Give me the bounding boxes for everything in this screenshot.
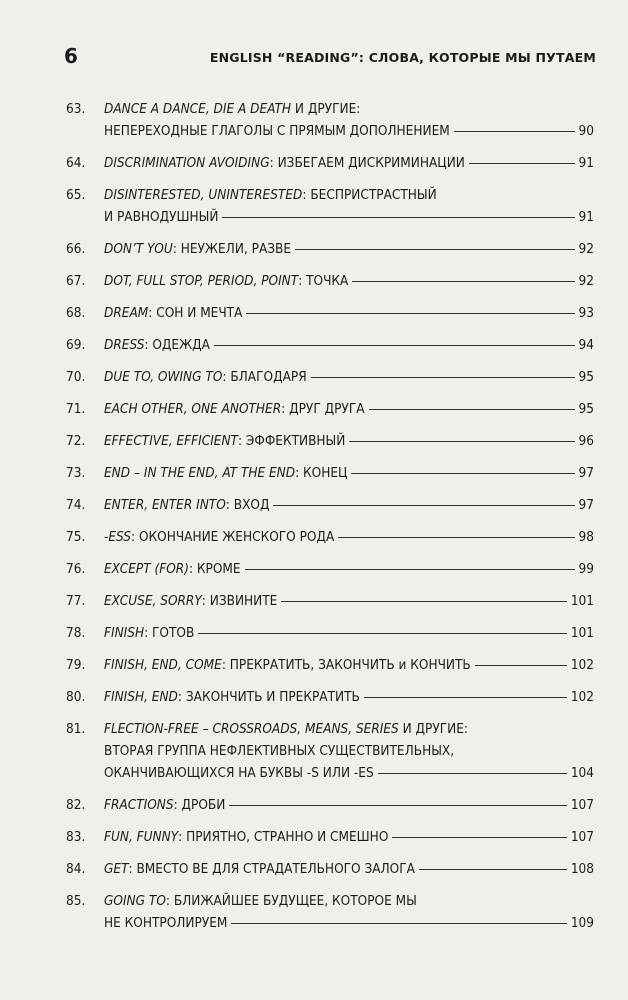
toc-page-number: 98 (578, 529, 594, 545)
toc-entry (0, 686, 628, 708)
toc-page-number: 107 (570, 829, 594, 845)
leader-line (311, 377, 575, 378)
toc-entry-line (104, 622, 594, 644)
toc-entry-title (104, 794, 225, 816)
toc-entry-title (104, 494, 269, 516)
toc-entry-line (104, 184, 594, 206)
toc-entry-title (104, 366, 307, 388)
toc-page-number: 99 (578, 561, 594, 577)
toc-entry-number: 85. (66, 893, 86, 909)
toc-entry (0, 366, 628, 388)
toc-page-number: 104 (570, 765, 594, 781)
toc-page-number: 101 (570, 593, 594, 609)
leader-line (469, 163, 575, 164)
toc-entry-title (104, 762, 374, 784)
toc-entry-description: : ОДЕЖДА (144, 337, 210, 353)
toc-entry-number: 69. (66, 337, 86, 353)
toc-page-number: 102 (570, 689, 594, 705)
leader-line (281, 601, 566, 602)
toc-page-number: 107 (570, 797, 594, 813)
toc-page-number: 93 (578, 305, 594, 321)
toc-entry-description: : ВМЕСТО BE ДЛЯ СТРАДАТЕЛЬНОГО ЗАЛОГА (128, 861, 415, 877)
toc-entry-line (104, 740, 594, 762)
toc-entry-description: ВТОРАЯ ГРУППА НЕФЛЕКТИВНЫХ СУЩЕСТВИТЕЛЬНЫХ, (104, 743, 455, 759)
toc-entry-line (104, 890, 594, 912)
toc-entry-description: И ДРУГИЕ: (291, 101, 361, 117)
leader-line (369, 409, 575, 410)
toc-entry-description: : ПРИЯТНО, СТРАННО И СМЕШНО (178, 829, 389, 845)
toc-entry-number: 79. (66, 657, 86, 673)
toc-entry-description: : ТОЧКА (298, 273, 349, 289)
toc-entry-description: : ИЗБЕГАЕМ ДИСКРИМИНАЦИИ (269, 155, 465, 171)
leader-line (273, 505, 574, 506)
page-number: 6 (64, 44, 78, 68)
toc-entry-title (104, 334, 210, 356)
leader-line (351, 473, 574, 474)
toc-entry (0, 794, 628, 816)
toc-entry-keyword: EACH OTHER, ONE ANOTHER (104, 401, 282, 417)
toc-entry-title (104, 152, 465, 174)
leader-line (378, 773, 567, 774)
toc-entry-keyword: DISINTERESTED, UNINTERESTED (104, 187, 303, 203)
toc-entry-title (104, 206, 218, 228)
leader-line (338, 537, 574, 538)
toc-entry-line (104, 430, 594, 452)
toc-entry-line (104, 206, 594, 228)
toc-entry (0, 826, 628, 848)
toc-entry-keyword: DON’T YOU (104, 241, 173, 257)
toc-page-number: 97 (578, 465, 594, 481)
toc-entry-number: 81. (66, 721, 86, 737)
toc-entry-line (104, 590, 594, 612)
toc-entry-description: : ГОТОВ (144, 625, 195, 641)
toc-entry-keyword: GOING TO (104, 893, 166, 909)
leader-line (245, 569, 575, 570)
toc-entry-description: : КОНЕЦ (295, 465, 348, 481)
toc-entry-line (104, 302, 594, 324)
toc-entry-title (104, 120, 450, 142)
toc-page-number: 91 (578, 209, 594, 225)
toc-page-number: 92 (578, 241, 594, 257)
toc-entry-number: 65. (66, 187, 86, 203)
toc-entry (0, 398, 628, 420)
toc-entry-keyword: EFFECTIVE, EFFICIENT (104, 433, 238, 449)
toc-entry-description: : ДРУГ ДРУГА (281, 401, 365, 417)
toc-entry-description: : ВХОД (225, 497, 270, 513)
toc-entry (0, 654, 628, 676)
toc-entry (0, 462, 628, 484)
toc-entry (0, 558, 628, 580)
toc-entry-keyword: GET (104, 861, 129, 877)
toc-entry-keyword: FRACTIONS (104, 797, 174, 813)
leader-line (229, 805, 566, 806)
toc-entry-title (104, 526, 334, 548)
toc-entry-line (104, 558, 594, 580)
leader-line (475, 665, 567, 666)
toc-entry (0, 718, 628, 784)
toc-entry-line (104, 526, 594, 548)
toc-page-number: 96 (578, 433, 594, 449)
toc-entry-description: : БЕСПРИСТРАСТНЫЙ (302, 187, 437, 203)
toc-entry-description: : БЛИЖАЙШЕЕ БУДУЩЕЕ, КОТОРОЕ МЫ (165, 893, 417, 909)
toc-entry-number: 70. (66, 369, 86, 385)
toc-entry-description: : СОН И МЕЧТА (148, 305, 243, 321)
toc-entry-title (104, 270, 348, 292)
toc-entry-description: И РАВНОДУШНЫЙ (104, 209, 219, 225)
toc-entry-number: 73. (66, 465, 86, 481)
toc-entry-keyword: -ESS (104, 529, 131, 545)
toc-entry-title (104, 622, 194, 644)
toc-entry (0, 334, 628, 356)
toc-entry-keyword: ENTER, ENTER INTO (104, 497, 226, 513)
leader-line (419, 869, 567, 870)
running-title: ENGLISH “READING”: СЛОВА, КОТОРЫЕ МЫ ПУТАЕМ (209, 50, 596, 65)
toc-entry-number: 80. (66, 689, 86, 705)
toc-entry (0, 302, 628, 324)
toc-page-number: 91 (578, 155, 594, 171)
toc-entry-title (104, 858, 415, 880)
toc-page-number: 109 (570, 915, 594, 931)
toc-page-number: 108 (570, 861, 594, 877)
toc-page-number: 92 (578, 273, 594, 289)
toc-entry-number: 75. (66, 529, 86, 545)
toc-entry-number: 83. (66, 829, 86, 845)
toc-entry-line (104, 120, 594, 142)
toc-entry-number: 82. (66, 797, 86, 813)
toc-entry-description: : ДРОБИ (173, 797, 226, 813)
toc-entry-number: 63. (66, 101, 86, 117)
toc-entry-title (104, 187, 437, 203)
toc-entry (0, 270, 628, 292)
toc-entry-keyword: FUN, FUNNY (104, 829, 179, 845)
toc-entry-line (104, 462, 594, 484)
toc-entry-description: : ЭФФЕКТИВНЫЙ (237, 433, 346, 449)
toc-entry (0, 622, 628, 644)
toc-entry-keyword: DANCE A DANCE, DIE A DEATH (104, 101, 292, 117)
toc-entry-title (104, 302, 242, 324)
toc-entry-number: 77. (66, 593, 86, 609)
leader-line (222, 217, 574, 218)
toc-entry-keyword: FINISH, END, COME (104, 657, 222, 673)
leader-line (198, 633, 567, 634)
leader-line (349, 441, 574, 442)
toc-entry (0, 590, 628, 612)
toc-entry (0, 494, 628, 516)
toc-entry-number: 78. (66, 625, 86, 641)
toc-page-number: 95 (578, 369, 594, 385)
toc-page-number: 94 (578, 337, 594, 353)
toc-entry-keyword: EXCEPT (FOR) (104, 561, 189, 577)
toc-entry-number: 64. (66, 155, 86, 171)
toc-entry-description: НЕПЕРЕХОДНЫЕ ГЛАГОЛЫ С ПРЯМЫМ ДОПОЛНЕНИЕМ (104, 123, 450, 139)
toc-entry-description: : ПРЕКРАТИТЬ, ЗАКОНЧИТЬ и КОНЧИТЬ (221, 657, 471, 673)
toc-entry-description: : ЗАКОНЧИТЬ И ПРЕКРАТИТЬ (177, 689, 360, 705)
toc-entry-line (104, 718, 594, 740)
toc-entry-line (104, 238, 594, 260)
toc-entry-line (104, 494, 594, 516)
toc-entry (0, 858, 628, 880)
leader-line (392, 837, 566, 838)
leader-line (295, 249, 575, 250)
toc-entry-title (104, 101, 360, 117)
toc-entry (0, 526, 628, 548)
toc-entry-title (104, 912, 227, 934)
toc-entry-line (104, 334, 594, 356)
toc-page-number: 101 (570, 625, 594, 641)
toc-entry-keyword: FLECTION-FREE – CROSSROADS, MEANS, SERIES (104, 721, 399, 737)
leader-line (364, 697, 567, 698)
toc-entry-number: 76. (66, 561, 86, 577)
toc-entry-keyword: DRESS (104, 337, 145, 353)
toc-page-number: 102 (570, 657, 594, 673)
toc-entry-number: 72. (66, 433, 86, 449)
toc-entry-keyword: DUE TO, OWING TO (104, 369, 223, 385)
toc-entry-keyword: FINISH, END (104, 689, 178, 705)
toc-entry-line (104, 826, 594, 848)
toc-page-number: 97 (578, 497, 594, 513)
toc-entry-title (104, 462, 347, 484)
toc-entry-keyword: END – IN THE END, AT THE END (104, 465, 296, 481)
toc-entry-title (104, 686, 360, 708)
leader-line (214, 345, 575, 346)
toc-page-number: 95 (578, 401, 594, 417)
toc-entry-title (104, 826, 388, 848)
page-header (0, 44, 628, 70)
toc-entry (0, 238, 628, 260)
toc-entry-keyword: DISCRIMINATION AVOIDING (104, 155, 270, 171)
toc-entry-description: ОКАНЧИВАЮЩИХСЯ НА БУКВЫ -S ИЛИ -ES (104, 765, 374, 781)
toc-entry-line (104, 398, 594, 420)
toc-entry-line (104, 366, 594, 388)
leader-line (454, 131, 575, 132)
toc-entry-title (104, 721, 468, 737)
toc-entry-keyword: EXCUSE, SORRY (104, 593, 202, 609)
toc-entry-line (104, 912, 594, 934)
toc-entry-line (104, 98, 594, 120)
toc-page-number: 90 (578, 123, 594, 139)
toc-entry-description: : НЕУЖЕЛИ, РАЗВЕ (172, 241, 292, 257)
toc-entry-number: 71. (66, 401, 86, 417)
toc-entry-number: 74. (66, 497, 86, 513)
toc-entry-description: И ДРУГИЕ: (398, 721, 469, 737)
toc-entry-number: 68. (66, 305, 86, 321)
toc-entry-line (104, 762, 594, 784)
toc-entry-title (104, 654, 471, 676)
toc-entry-description: : БЛАГОДАРЯ (222, 369, 307, 385)
toc-entry-keyword: DOT, FULL STOP, PERIOD, POINT (104, 273, 299, 289)
toc-entry-title (104, 590, 277, 612)
leader-line (246, 313, 574, 314)
toc-entry-title (104, 430, 345, 452)
toc-entry (0, 98, 628, 142)
toc-entry (0, 890, 628, 934)
toc-entry-line (104, 858, 594, 880)
toc-entry-number: 66. (66, 241, 86, 257)
toc-entry-line (104, 654, 594, 676)
toc-entry-description: : ОКОНЧАНИЕ ЖЕНСКОГО РОДА (131, 529, 335, 545)
toc-entry-title (104, 558, 241, 580)
toc-entry-line (104, 152, 594, 174)
toc-entry (0, 184, 628, 228)
toc-entry-title (104, 398, 365, 420)
toc-entry-keyword: FINISH (104, 625, 145, 641)
toc-entry-number: 67. (66, 273, 86, 289)
toc-entry (0, 152, 628, 174)
toc-entry-description: : КРОМЕ (188, 561, 241, 577)
toc-entry-number: 84. (66, 861, 86, 877)
toc-entry-title (104, 238, 291, 260)
leader-line (352, 281, 574, 282)
toc-entry-title (104, 743, 454, 759)
toc-entry-title (104, 893, 417, 909)
toc-entry-line (104, 270, 594, 292)
toc-entry-line (104, 686, 594, 708)
toc-entry-description: НЕ КОНТРОЛИРУЕМ (104, 915, 228, 931)
toc-entry-keyword: DREAM (104, 305, 149, 321)
toc-entry-description: : ИЗВИНИТЕ (201, 593, 278, 609)
leader-line (231, 923, 566, 924)
toc-entry (0, 430, 628, 452)
toc-entry-line (104, 794, 594, 816)
